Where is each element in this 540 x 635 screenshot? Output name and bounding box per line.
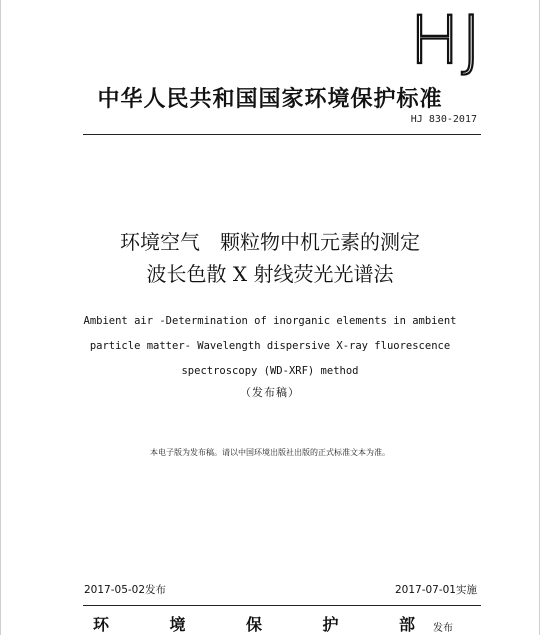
standard-number: HJ 830-2017: [410, 114, 477, 125]
issuer-char: 护: [322, 615, 339, 634]
issue-label: 发布: [433, 623, 453, 634]
issuer-char: 保: [245, 615, 262, 634]
english-title-line-1: Ambient air -Determination of inorganic elements in ambient: [83, 315, 457, 327]
issuer-char: 环: [93, 615, 110, 634]
issue-date: 2017-05-02发布: [84, 584, 167, 596]
english-title-line-3: spectroscopy (WD-XRF) method: [181, 365, 359, 377]
header-divider: [83, 134, 481, 135]
english-title-line-2: particle matter- Wavelength dispersive X-ray fluorescence: [89, 340, 451, 352]
chinese-title-line-1: 环境空气 颗粒物中机元素的测定: [120, 230, 420, 254]
chinese-title: [1, 226, 539, 290]
chinese-title-line-2: 波长色散 X 射线荧光光谱法: [146, 262, 394, 286]
implementation-date: 2017-07-01实施: [394, 584, 477, 596]
issuing-authority: [93, 612, 415, 635]
org-title: 中华人民共和国国家环境保护标准: [97, 87, 443, 112]
hj-logo: HJ: [409, 2, 483, 79]
draft-label: （发布稿）: [240, 386, 300, 399]
english-title: [1, 309, 539, 384]
footer-divider: [83, 605, 481, 606]
issuer-char: 境: [169, 615, 186, 634]
issuer-char: 部: [398, 615, 415, 634]
electronic-version-notice: 本电子版为发布稿。请以中国环境出版社出版的正式标准文本为准。: [150, 448, 390, 457]
